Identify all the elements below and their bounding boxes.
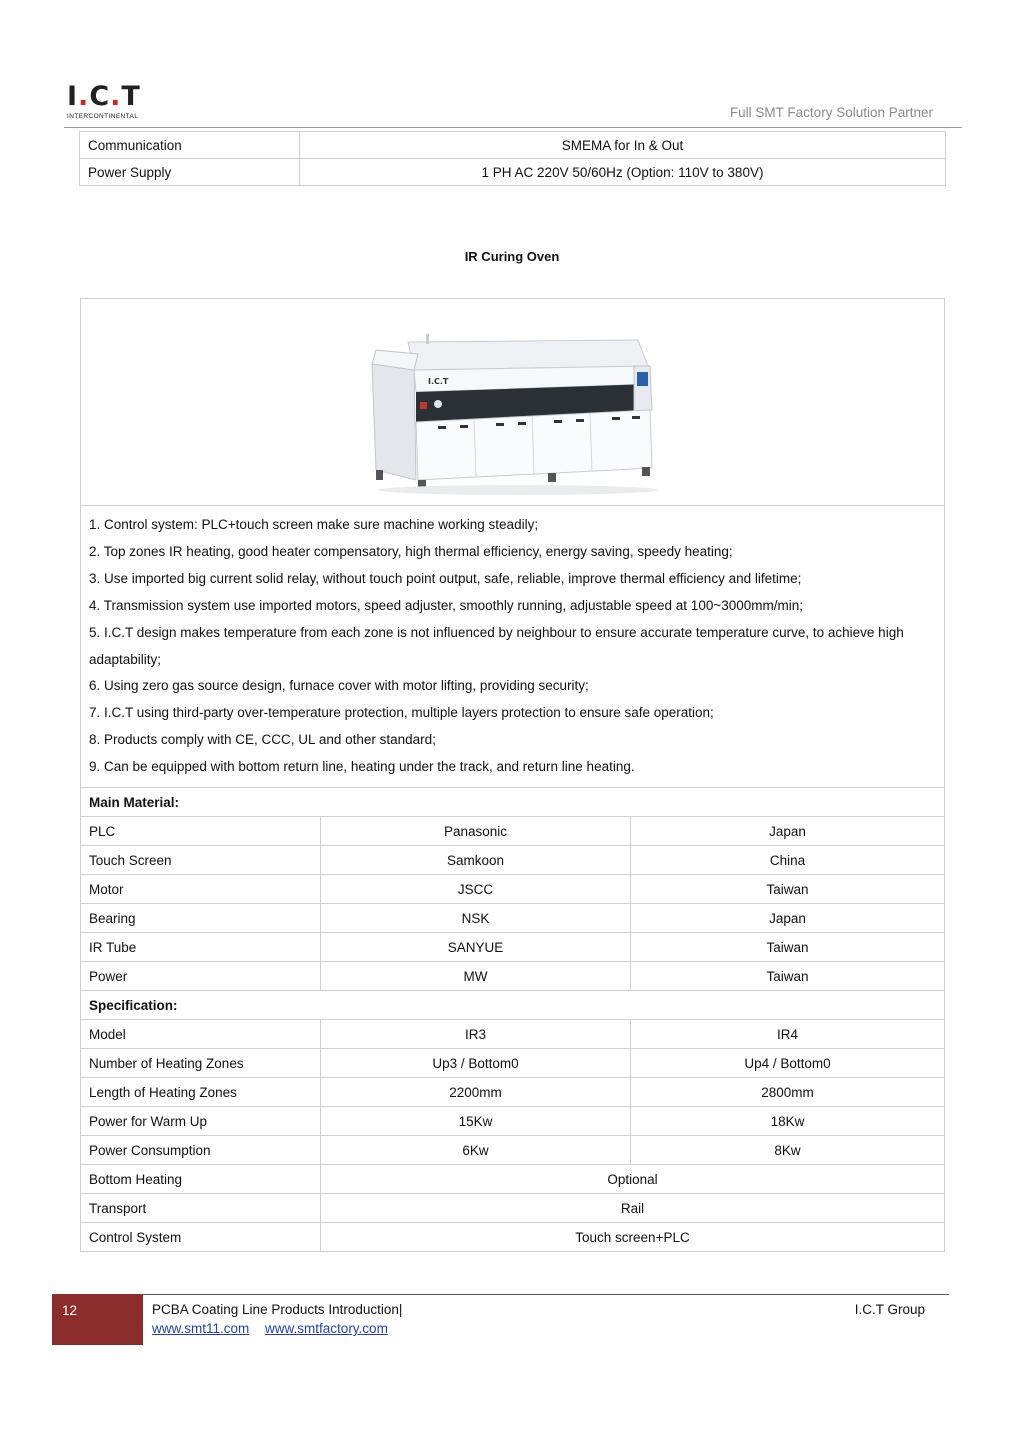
table-cell-label: Communication [80, 132, 300, 159]
image-row [81, 299, 945, 506]
table-cell: Transport [81, 1194, 321, 1223]
list-item: 4. Transmission system use imported motors, speed adjuster, smoothly running, adjustable speed at 100~3000mm/min; [89, 597, 803, 613]
table-cell: Motor [81, 875, 321, 904]
main-material-heading: Main Material: [81, 788, 945, 817]
table-cell: JSCC [321, 875, 631, 904]
table-cell: China [631, 846, 945, 875]
table-cell: SANYUE [321, 933, 631, 962]
header-tagline: Full SMT Factory Solution Partner [729, 105, 933, 120]
list-item: 7. I.C.T using third-party over-temperature protection, multiple layers protection to ensure safe operation; [89, 705, 714, 721]
footer-title: PCBA Coating Line Products Introduction| [152, 1302, 403, 1317]
page-number: 12 [62, 1303, 78, 1318]
table-row [81, 846, 945, 875]
table-cell: Power Consumption [81, 1136, 321, 1165]
specification-heading: Specification: [81, 991, 945, 1020]
table-cell: Japan [631, 904, 945, 933]
features-list [81, 506, 945, 788]
list-item: 6. Using zero gas source design, furnace cover with motor lifting, providing security; [89, 678, 589, 694]
table-row [80, 132, 946, 159]
page-number-box [52, 1294, 143, 1345]
table-cell: Taiwan [631, 962, 945, 991]
table-row [81, 1049, 945, 1078]
machine-brand-label: I.C.T [427, 376, 448, 386]
table-row [81, 991, 945, 1020]
table-cell-label: Power Supply [80, 159, 300, 186]
table-cell: IR Tube [81, 933, 321, 962]
list-item: 3. Use imported big current solid relay, without touch point output, safe, reliable, improve thermal efficiency and lifetime; [89, 570, 802, 586]
table-cell: NSK [321, 904, 631, 933]
table-row [81, 1194, 945, 1223]
list-item: 2. Top zones IR heating, good heater compensatory, high thermal efficiency, energy saving, speedy heating; [89, 543, 733, 559]
list-item: 9. Can be equipped with bottom return line, heating under the track, and return line heating. [89, 759, 635, 775]
table-cell: PLC [81, 817, 321, 846]
table-cell: IR3 [321, 1020, 631, 1049]
table-row [81, 1136, 945, 1165]
table-cell: Bearing [81, 904, 321, 933]
header-divider [64, 127, 962, 128]
table-row [81, 904, 945, 933]
table-row [81, 1107, 945, 1136]
table-row [81, 1165, 945, 1194]
table-cell: Model [81, 1020, 321, 1049]
table-cell: Rail [321, 1194, 945, 1223]
footer-divider [143, 1294, 949, 1295]
features-row [81, 506, 945, 788]
list-item: 1. Control system: PLC+touch screen make sure machine working steadily; [89, 517, 539, 532]
footer-company: I.C.T Group [854, 1302, 925, 1317]
table-row [81, 1020, 945, 1049]
table-cell: Length of Heating Zones [81, 1078, 321, 1107]
footer-link-smtfactory[interactable]: www.smtfactory.com [265, 1321, 388, 1336]
table-cell: Panasonic [321, 817, 631, 846]
list-item: 5. I.C.T design makes temperature from each zone is not influenced by neighbour to ensure accurate temperature curve, to achieve high adaptability; [89, 624, 904, 667]
company-logo [67, 81, 157, 122]
table-cell: Japan [631, 817, 945, 846]
table-cell: Power for Warm Up [81, 1107, 321, 1136]
table-cell: Taiwan [631, 933, 945, 962]
table-cell: 6Kw [321, 1136, 631, 1165]
table-cell: Taiwan [631, 875, 945, 904]
table-row [81, 817, 945, 846]
table-row [81, 933, 945, 962]
table-row [81, 1078, 945, 1107]
table-cell-value: SMEMA for In & Out [300, 132, 946, 159]
table-row [81, 788, 945, 817]
table-cell: 18Kw [631, 1107, 945, 1136]
table-row [81, 962, 945, 991]
ir-oven-table [80, 298, 945, 1252]
logo-subtitle: INTERCONTINENTAL [67, 113, 139, 120]
table-row [81, 1223, 945, 1252]
list-item: 8. Products comply with CE, CCC, UL and other standard; [89, 732, 436, 748]
section-title: IR Curing Oven [464, 249, 560, 264]
table-cell: 15Kw [321, 1107, 631, 1136]
table-cell: 2200mm [321, 1078, 631, 1107]
logo-mark: I.C.T [67, 81, 141, 112]
table-row [81, 875, 945, 904]
table-cell: Number of Heating Zones [81, 1049, 321, 1078]
table-cell: Touch Screen [81, 846, 321, 875]
table-cell: Bottom Heating [81, 1165, 321, 1194]
footer-links [152, 1321, 400, 1336]
table-cell: 8Kw [631, 1136, 945, 1165]
footer-link-smt11[interactable]: www.smt11.com [152, 1321, 250, 1336]
table-cell: Up4 / Bottom0 [631, 1049, 945, 1078]
table-cell: IR4 [631, 1020, 945, 1049]
table-cell: Control System [81, 1223, 321, 1252]
table-cell: Touch screen+PLC [321, 1223, 945, 1252]
product-image [368, 330, 658, 500]
table-cell: Up3 / Bottom0 [321, 1049, 631, 1078]
table-cell-value: 1 PH AC 220V 50/60Hz (Option: 110V to 380V) [300, 159, 946, 186]
table-cell: MW [321, 962, 631, 991]
table-cell: Samkoon [321, 846, 631, 875]
table-cell: Optional [321, 1165, 945, 1194]
top-spec-table [79, 131, 946, 186]
image-cell [81, 299, 945, 506]
table-cell: Power [81, 962, 321, 991]
table-row [80, 159, 946, 186]
table-cell: 2800mm [631, 1078, 945, 1107]
